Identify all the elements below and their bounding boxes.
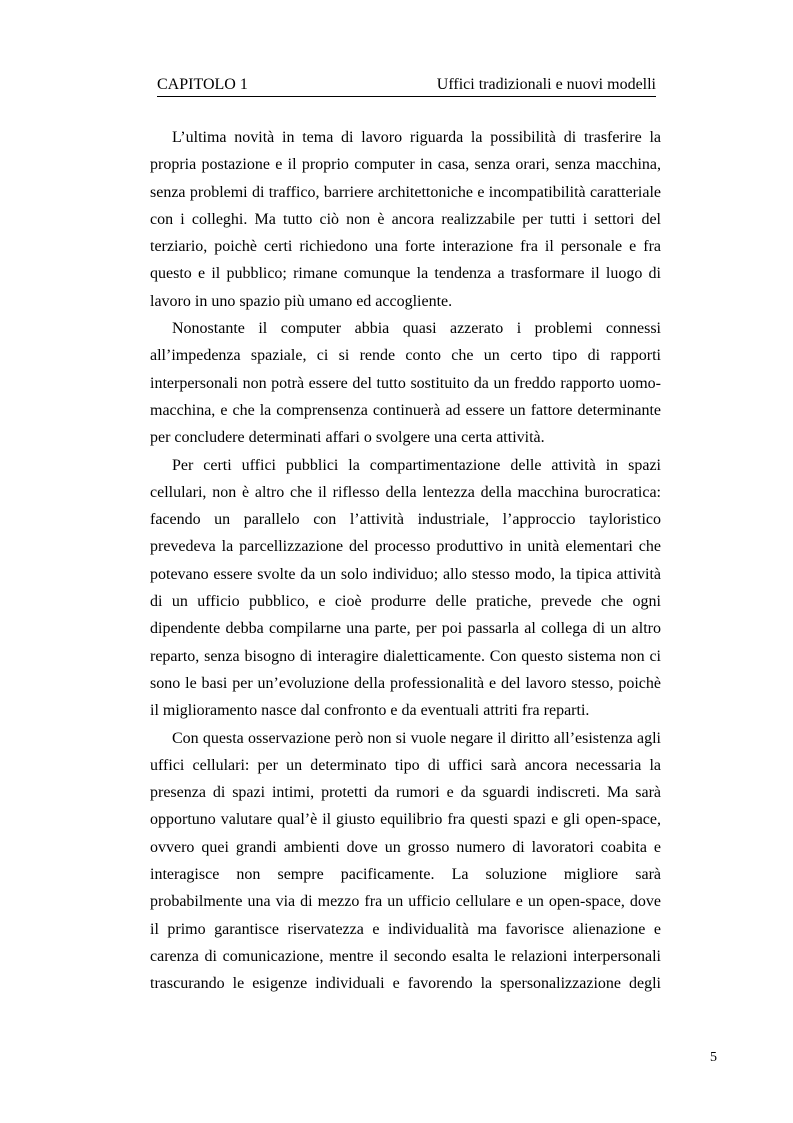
body-text <box>150 124 661 998</box>
page-number: 5 <box>710 1050 717 1065</box>
paragraph-4: Con questa osservazione però non si vuole negare il diritto all’esistenza agli uffici cellulari: per un determinato tipo di uffici sarà ancora necessaria la presenza di spazi intimi, protetti da rumori e da sguardi indiscreti. Ma sarà opportuno valutare qual’è il giusto equilibrio fra questi spazi e gli open-space, ovvero quei grandi ambienti dove un grosso numero di lavoratori coabita e interagisce non sempre pacificamente. La soluzione migliore sarà probabilmente una via di mezzo fra un ufficio cellulare e un open-space, dove il primo garantisce riservatezza e individualità ma favorisce alienazione e carenza di comunicazione, mentre il secondo esalta le relazioni interpersonali trascurando le esigenze individuali e favorendo la spersonalizzazione degli <box>150 729 661 993</box>
page-header <box>157 74 656 97</box>
paragraph-1: L’ultima novità in tema di lavoro riguarda la possibilità di trasferire la propria postazione e il proprio computer in casa, senza orari, senza macchina, senza problemi di traffico, barriere architettoniche e incompatibilità caratteriale con i colleghi. Ma tutto ciò non è ancora realizzabile per tutti i settori del terziario, poichè certi richiedono una forte interazione fra il personale e fra questo e il pubblico; rimane comunque la tendenza a trasformare il luogo di lavoro in uno spazio più umano ed accogliente. <box>150 129 661 310</box>
paragraph-2: Nonostante il computer abbia quasi azzerato i problemi connessi all’impedenza spaziale, ci si rende conto che un certo tipo di rapporti interpersonali non potrà essere del tutto sostituito da un freddo rapporto uomo-macchina, e che la comprensenza continuerà ad essere un fattore determinante per concludere determinati affari o svolgere una certa attività. <box>150 320 661 447</box>
chapter-title: Uffici tradizionali e nuovi modelli <box>436 76 656 93</box>
chapter-label: CAPITOLO 1 <box>157 76 248 93</box>
paragraph-3: Per certi uffici pubblici la compartimentazione delle attività in spazi cellulari, non è altro che il riflesso della lentezza della macchina burocratica: facendo un parallelo con l’attività industriale, l’approccio tayloristico prevedeva la parcellizzazione del processo produttivo in unità elementari che potevano essere svolte da un solo individuo; allo stesso modo, la tipica attività di un ufficio pubblico, e cioè produrre delle pratiche, prevede che ogni dipendente debba compilarne una parte, per poi passarla al collega di un altro reparto, senza bisogno di interagire dialetticamente. Con questo sistema non ci sono le basi per un’evoluzione della professionalità e del lavoro stesso, poichè il miglioramento nasce dal confronto e da eventuali attriti fra reparti. <box>150 456 661 720</box>
